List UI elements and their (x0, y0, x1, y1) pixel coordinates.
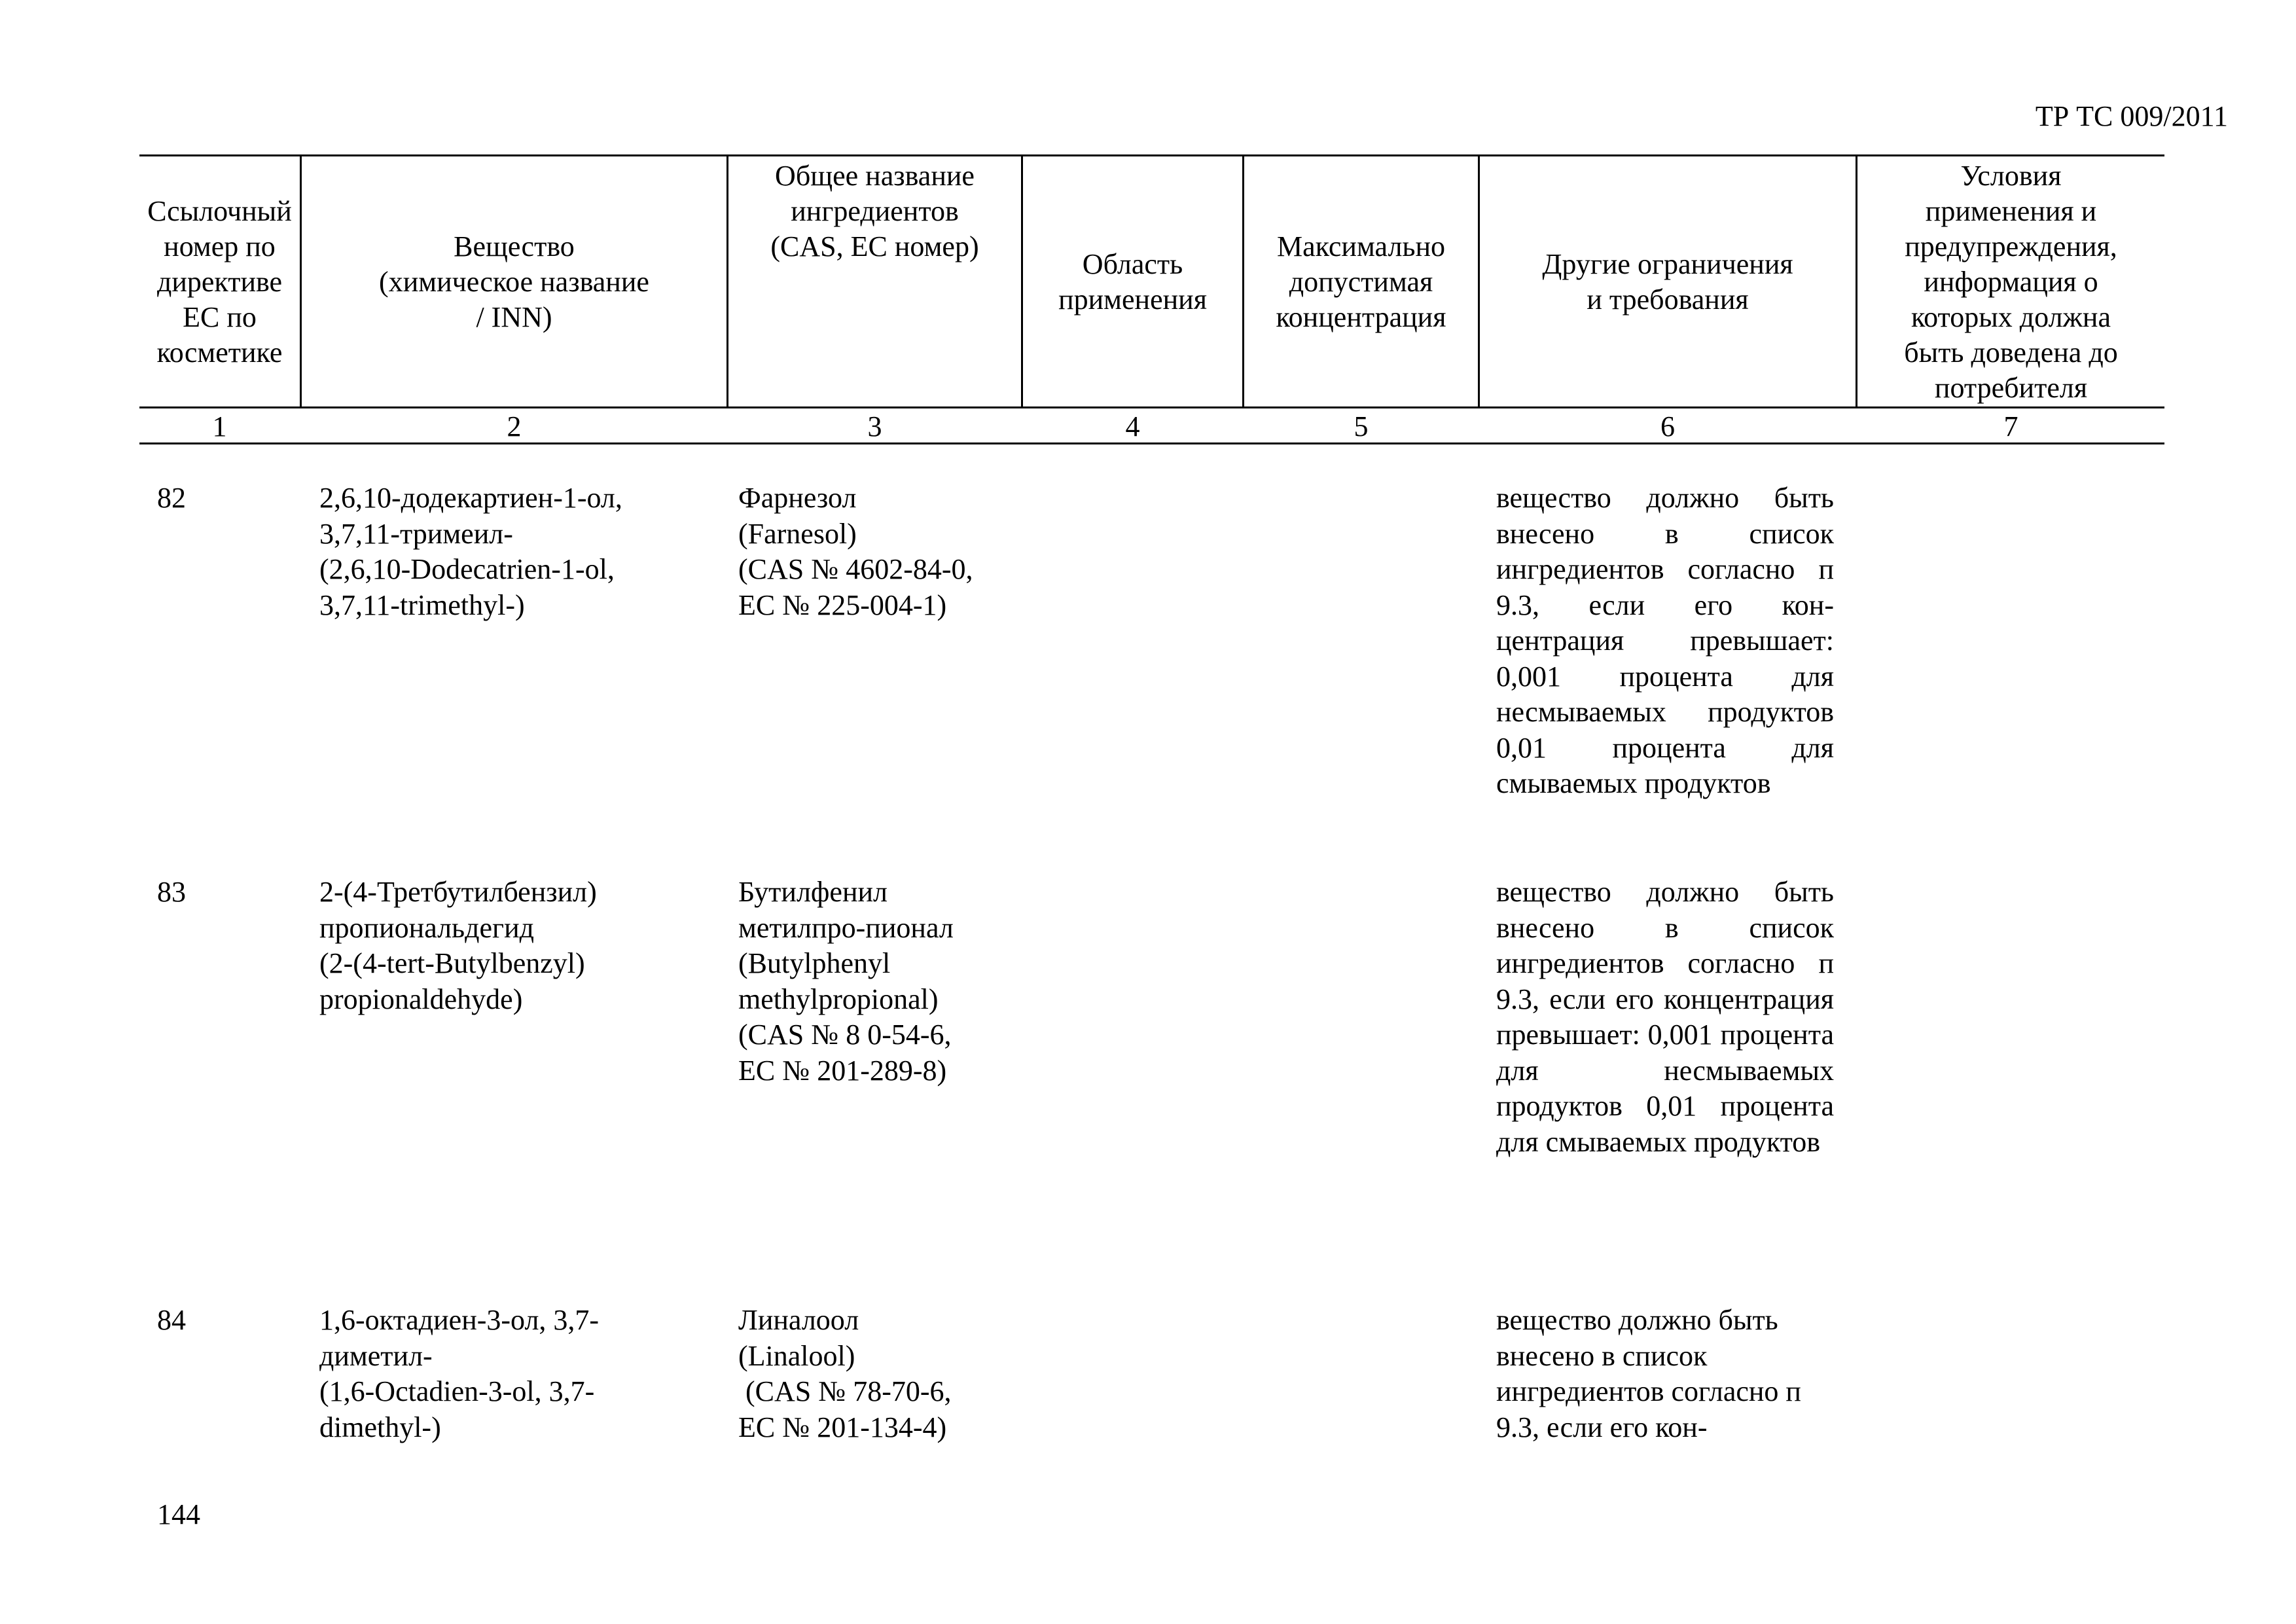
row-substance: 2-(4-Третбутилбензил) пропиональдегид (2-(4-tert-Butylbenzyl) propionaldehyde) (319, 876, 597, 1015)
header-cell-conditions-warnings: Условия применения и предупреждения, информация о которых должна быть доведена до потребителя (1904, 159, 2118, 404)
row-restrictions: вещество должно быть внесено в список ингредиентов согласно п 9.3, если его концентрация превышает: 0,001 процента для несмываемых продуктов 0,01 процента для смываемых продуктов (1496, 876, 1834, 1158)
row-substance: 2,6,10-додекартиен-1-ол, 3,7,11-тримеил- (2,6,10-Dodecatrien-1-ol, 3,7,11-trimethyl-) (319, 482, 622, 621)
column-number: 4 (1125, 410, 1140, 442)
row-ref-number: 83 (157, 876, 186, 908)
header-cell-application-area: Область применения (1058, 247, 1207, 316)
header-cell-ref-number: Ссылочный номер по директиве ЕС по косметике (147, 194, 292, 369)
row-substance: 1,6-октадиен-3-ол, 3,7- диметил- (1,6-Octadien-3-ol, 3,7- dimethyl-) (319, 1304, 600, 1443)
row-common-name: Фарнезол (Farnesol) (CAS № 4602-84-0, ЕС № 225-004-1) (738, 482, 973, 621)
row-ref-number: 84 (157, 1304, 186, 1336)
row-common-name: Линалоол (Linalool) (CAS № 78-70-6, ЕС № 201-134-4) (738, 1304, 952, 1443)
column-number: 5 (1354, 410, 1369, 442)
header-cell-other-restrictions: Другие ограничения и требования (1542, 247, 1793, 316)
column-number: 7 (2003, 410, 2018, 442)
page-number: 144 (157, 1498, 200, 1530)
header-cell-max-concentration: Максимально допустимая концентрация (1276, 230, 1446, 333)
row-ref-number: 82 (157, 482, 186, 514)
row-restrictions: вещество должно быть внесено в список ингредиентов согласно п 9.3, если его кон- (1496, 1304, 1801, 1443)
header-cell-substance: Вещество (химическое название / INN) (379, 230, 649, 333)
column-number: 2 (507, 410, 522, 442)
header-cell-common-name: Общее название ингредиентов (CAS, ЕС номер) (770, 160, 979, 262)
row-common-name: Бутилфенил метилпро-пионал (Butylphenyl methylpropional) (CAS № 8 0-54-6, ЕС № 201-289-8) (738, 876, 954, 1087)
column-number: 3 (867, 410, 882, 442)
column-number: 1 (212, 410, 227, 442)
column-number: 6 (1660, 410, 1675, 442)
document-code: ТР ТС 009/2011 (2035, 100, 2228, 132)
row-restrictions: вещество должно быть внесено в список ингредиентов согласно п 9.3, если его кон-центрация превышает: 0,001 процента для несмываемых продуктов 0,01 процента для смываемых продуктов (1496, 482, 1834, 799)
